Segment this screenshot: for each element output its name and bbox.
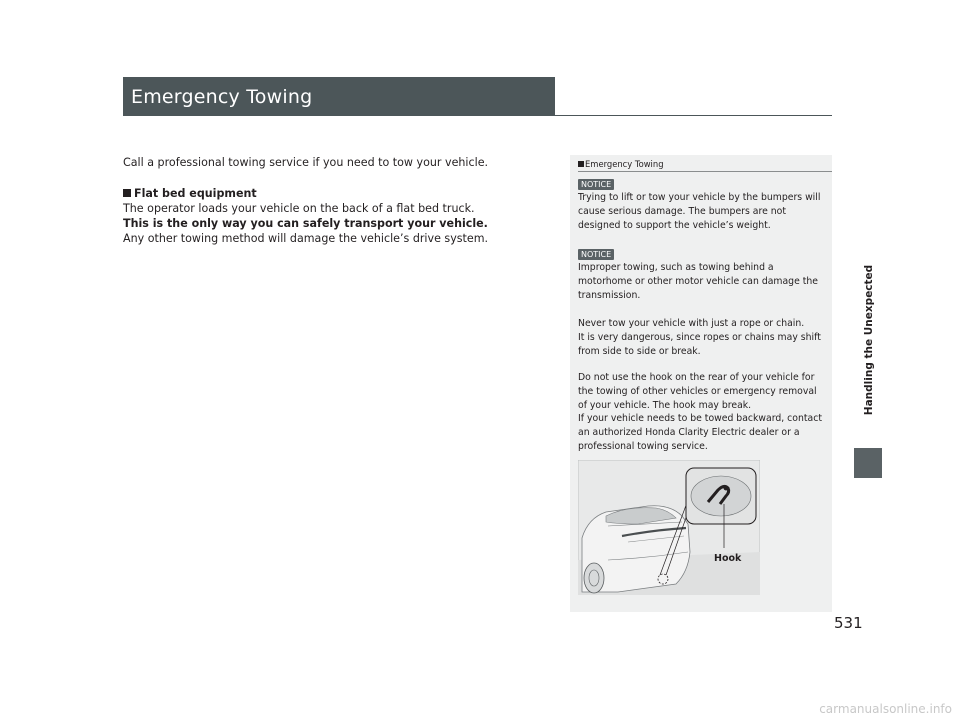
sidebar-divider [578,171,832,172]
hook-label: Hook [714,553,742,564]
sidebar-notes [570,155,832,612]
section-heading-text: Flat bed equipment [134,187,257,200]
body-line-1: The operator loads your vehicle on the back of a flat bed truck. [123,202,475,215]
bullet-square-icon [123,189,131,197]
notice-badge-2: NOTICE [578,249,614,260]
body-line-3: Any other towing method will damage the vehicle’s drive system. [123,232,489,245]
chapter-side-label-text: Handling the Unexpected [863,264,875,416]
section-title-bar [123,77,555,115]
sidebar-para-4: If your vehicle needs to be towed backward, contact an authorized Honda Clarity Electric dealer or a professional towing service. [578,413,822,452]
sidebar-heading [578,159,664,169]
car-rear-hook-drawing [578,460,760,595]
notice-2-text [578,261,826,302]
sidebar-para-1: Never tow your vehicle with just a rope or chain. [578,318,805,329]
title-underline [123,115,832,116]
notice-badge-1: NOTICE [578,179,614,190]
sidebar-paragraphs-1 [578,317,826,358]
chapter-tab-marker [854,448,882,478]
intro-text: Call a professional towing service if you need to tow your vehicle. [123,156,489,169]
chapter-side-label [844,240,894,440]
notice-2-paragraph: Improper towing, such as towing behind a motorhome or other motor vehicle can damage the transmission. [578,262,818,301]
sidebar-heading-text: Emergency Towing [585,159,664,169]
sidebar-para-2: It is very dangerous, since ropes or chains may shift from side to side or break. [578,331,821,357]
notice-1-text [578,191,826,232]
reference-marker-icon [578,161,584,167]
tow-hook-illustration [578,460,760,595]
body-line-2-bold: This is the only way you can safely transport your vehicle. [123,217,488,230]
page-number: 531 [834,614,863,632]
notice-1-paragraph: Trying to lift or tow your vehicle by the bumpers will cause serious damage. The bumpers are not designed to support the vehicle’s weight. [578,192,821,231]
section-heading [123,186,553,201]
page-title: Emergency Towing [131,86,313,108]
sidebar-para-3: Do not use the hook on the rear of your vehicle for the towing of other vehicles or emergency removal of your vehicle. The hook may break. [578,372,817,411]
watermark: carmanualsonline.info [819,702,952,716]
main-content [123,155,553,246]
sidebar-paragraphs-2 [578,371,826,454]
